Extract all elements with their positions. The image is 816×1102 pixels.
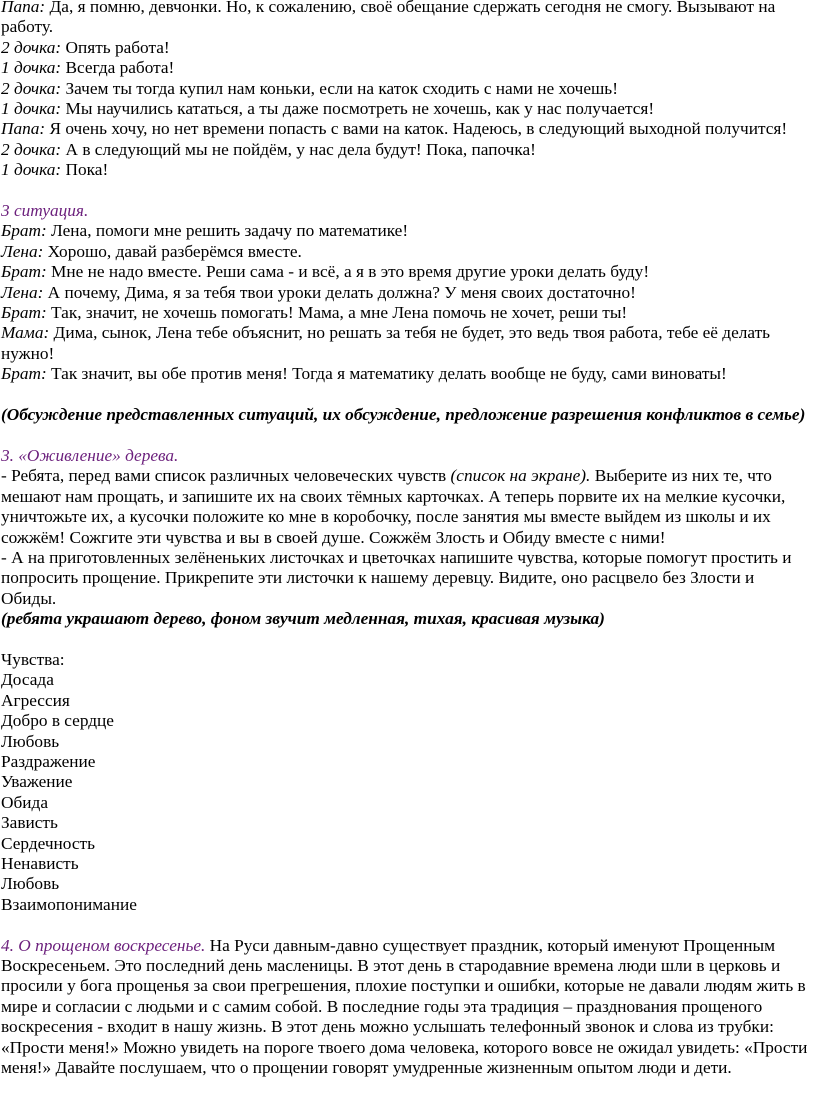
dialog-1	[1, 0, 813, 181]
line-text: А почему, Дима, я за тебя твои уроки делать должна? У меня своих достаточно!	[43, 282, 636, 302]
speaker: 2 дочка:	[1, 37, 62, 57]
activity-note: (ребята украшают дерево, фоном звучит медленная, тихая, красивая музыка)	[1, 609, 605, 629]
paragraph-text: Выберите из них те, что мешают нам прощать, и запишите их на своих тёмных карточках. А теперь порвите их на мелкие кусочки, уничтожьте их, а кусочки положите ко мне в коробочку, после занятия мы вместе выйдем из школы и их сожжём! Сожгите эти чувства и вы в своей душе. Сожжём Злость и Обиду вместе с ними!	[1, 466, 786, 547]
section-heading: 3. «Оживление» дерева.	[1, 445, 179, 465]
section-3	[1, 446, 813, 630]
paragraph: - А на приготовленных зелёненьких листочках и цветочках напишите чувства, которые помогут простить и попросить прощение. Прикрепите эти листочки к нашему деревцу. Видите, оно расцвело без Злости и Обиды.	[1, 547, 792, 608]
dialog-line	[1, 262, 813, 282]
speaker: Лена:	[1, 241, 44, 261]
list-item: Зависть	[1, 813, 58, 833]
line-text: Лена, помоги мне решить задачу по математике!	[46, 221, 409, 241]
list-item: Добро в сердце	[1, 711, 114, 731]
dialog-line	[1, 364, 813, 384]
discussion-note: (Обсуждение представленных ситуаций, их обсуждение, предложение разрешения конфликтов в семье)	[1, 405, 806, 425]
feelings-title: Чувства:	[1, 649, 65, 669]
line-text: Дима, сынок, Лена тебе объяснит, но решать за тебя не будет, это ведь твоя работа, тебе её делать нужно!	[1, 323, 771, 363]
list-item: Агрессия	[1, 690, 70, 710]
speaker: Мама:	[1, 323, 50, 343]
screen-note: (список на экране).	[450, 466, 591, 486]
dialog-line	[1, 160, 813, 180]
line-text: Всегда работа!	[61, 58, 175, 78]
section-heading: 3 ситуация.	[1, 201, 89, 221]
line-text: Так, значит, не хочешь помогать! Мама, а мне Лена помочь не хочет, реши ты!	[46, 303, 628, 323]
speaker: 1 дочка:	[1, 58, 62, 78]
situation-3	[1, 201, 813, 425]
dialog-line	[1, 99, 813, 119]
dialog-line	[1, 0, 813, 38]
line-text: Да, я помню, девчонки. Но, к сожалению, своё обещание сдержать сегодня не смогу. Вызывают на работу.	[1, 0, 776, 37]
speaker: Брат:	[1, 364, 47, 384]
dialog-line	[1, 119, 813, 139]
speaker: 1 дочка:	[1, 160, 62, 180]
paragraph-text: На Руси давным-давно существует праздник, который именуют Прощенным Воскресеньем. Это последний день масленицы. В этот день в стародавние времена люди шли в церковь и просили у бога прощенья за свои прегрешения, плохие поступки и ошибки, которые не давали людям жить в мире и согласии с людьми и с самим собой. В последние годы эта традиция – празднования прощеного воскресения - входит в нашу жизнь. В этот день можно услышать телефонный звонок и слова из трубки: «Прости меня!» Можно увидеть на пороге твоего дома человека, которого вовсе не ожидал увидеть: «Прости меня!» Давайте послушаем, что о прощении говорят умудренные жизненным опытом люди и дети.	[1, 935, 808, 1078]
line-text: Мне не надо вместе. Реши сама - и всё, а я в это время другие уроки делать буду!	[46, 262, 650, 282]
line-text: Мы научились кататься, а ты даже посмотреть не хочешь, как у нас получается!	[61, 99, 655, 119]
speaker: Брат:	[1, 262, 47, 282]
section-heading: 4. О прощеном воскресенье.	[1, 935, 206, 955]
list-item: Раздражение	[1, 751, 96, 771]
list-item: Любовь	[1, 731, 60, 751]
line-text: Опять работа!	[61, 37, 170, 57]
section-4	[1, 936, 813, 1079]
line-text: Зачем ты тогда купил нам коньки, если на каток сходить с нами не хочешь!	[61, 78, 618, 98]
dialog-line	[1, 38, 813, 58]
line-text: Хорошо, давай разберёмся вместе.	[43, 241, 302, 261]
line-text: Так значит, вы обе против меня! Тогда я математику делать вообще не буду, сами виноваты!	[46, 364, 727, 384]
speaker: Папа:	[1, 0, 46, 16]
dialog-line	[1, 140, 813, 160]
line-text: Я очень хочу, но нет времени попасть с вами на каток. Надеюсь, в следующий выходной получится!	[45, 119, 788, 139]
dialog-line	[1, 283, 813, 303]
list-item: Сердечность	[1, 833, 95, 853]
list-item: Любовь	[1, 874, 60, 894]
line-text: Пока!	[61, 160, 109, 180]
paragraph	[1, 466, 813, 548]
list-item: Взаимопонимание	[1, 894, 137, 914]
dialog-line	[1, 323, 813, 364]
dialog-line	[1, 79, 813, 99]
speaker: 2 дочка:	[1, 139, 62, 159]
speaker: Брат:	[1, 221, 47, 241]
paragraph-text: - Ребята, перед вами список различных человеческих чувств	[1, 466, 451, 486]
paragraph	[1, 936, 813, 1079]
dialog-line	[1, 303, 813, 323]
speaker: Брат:	[1, 303, 47, 323]
list-item: Обида	[1, 792, 48, 812]
list-item: Досада	[1, 670, 54, 690]
dialog-line	[1, 221, 813, 241]
speaker: Папа:	[1, 119, 46, 139]
speaker: Лена:	[1, 282, 44, 302]
speaker: 1 дочка:	[1, 99, 62, 119]
line-text: А в следующий мы не пойдём, у нас дела будут! Пока, папочка!	[61, 139, 536, 159]
list-item: Уважение	[1, 772, 73, 792]
list-item: Ненависть	[1, 854, 79, 873]
feelings-list	[1, 650, 813, 915]
dialog-line	[1, 58, 813, 78]
dialog-line	[1, 242, 813, 262]
speaker: 2 дочка:	[1, 78, 62, 98]
